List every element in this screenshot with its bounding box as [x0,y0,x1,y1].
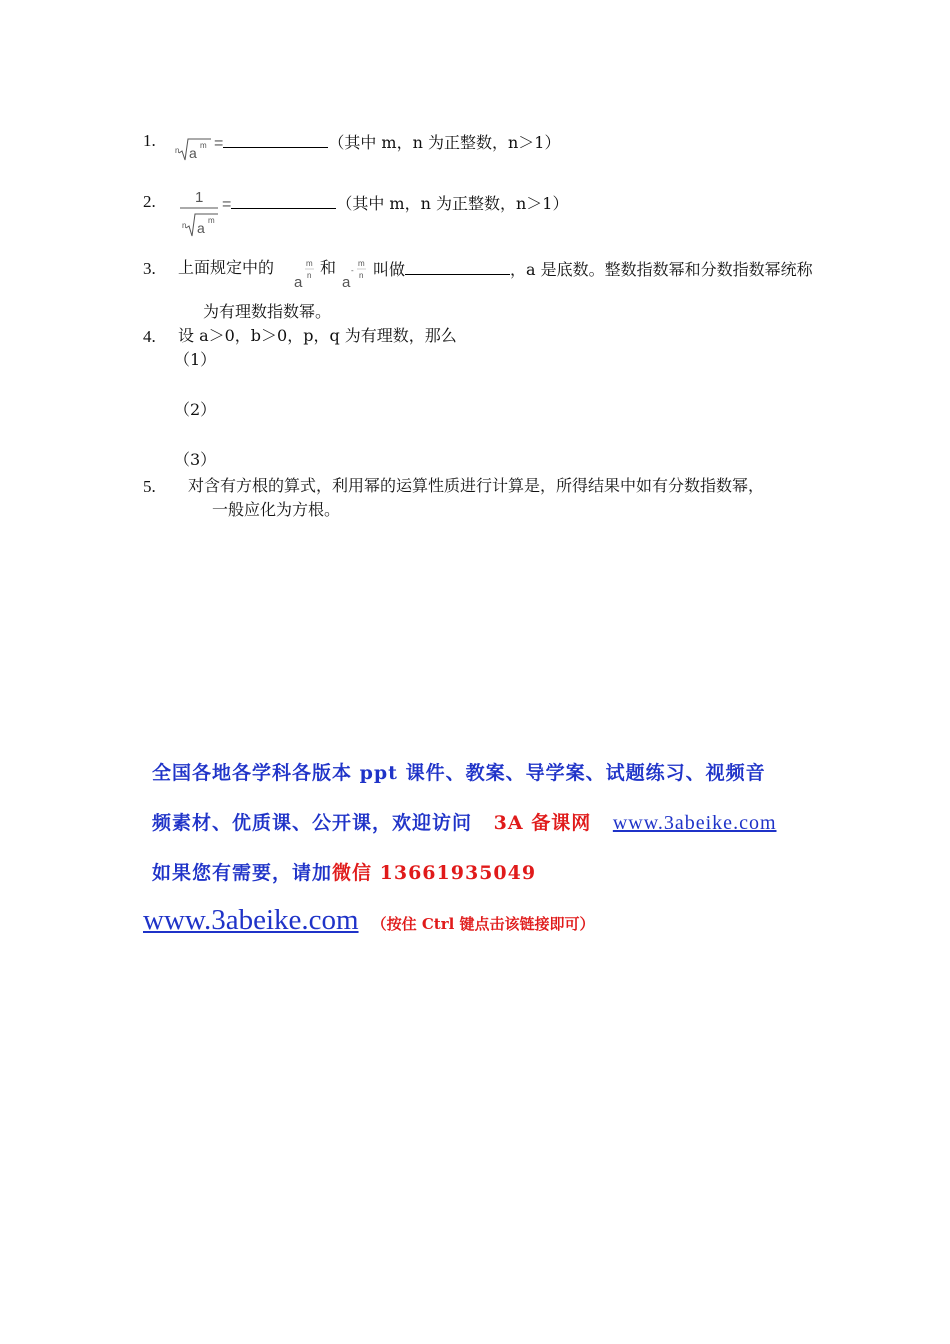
equals-sign: = [214,135,224,152]
svg-text:n: n [182,221,187,230]
svg-text:-: - [351,266,354,275]
item-3-number: 3. [143,259,156,278]
svg-text:m: m [208,216,215,225]
fractional-power-icon [290,256,318,290]
item-4-sub-2: （2） [174,400,217,419]
item-5-text-2: 一般应化为方根。 [212,500,341,519]
fraction-icon [178,186,222,238]
item-3-power-negative [340,256,372,290]
item-3-text-c [373,258,813,280]
ad-line-2-text: 频素材、优质课、公开课，欢迎访问 [152,812,473,834]
svg-text:n: n [359,271,364,280]
item-3-text-d: ，a 是底数。整数指数幂和分数指数幂统称 [510,260,813,279]
item-4-number: 4. [143,327,156,346]
item-4-sub-3: （3） [174,450,217,469]
ad-line-3-text: 如果您有需要，请加 [152,862,333,884]
svg-text:a: a [189,145,197,161]
ad-line-1: 全国各地各学科各版本 ppt 课件、教案、导学案、试题练习、视频音 [152,762,766,784]
svg-text:m: m [200,141,207,150]
item-5-text: 对含有方根的算式，利用幂的运算性质进行计算是，所得结果中如有分数指数幂， [188,476,765,495]
svg-text:a: a [342,274,351,290]
item-3-text-e: 为有理数指数幂。 [203,302,332,321]
svg-text:m: m [306,259,313,268]
item-4-sub-1: （1） [174,350,217,369]
item-2-number: 2. [143,192,156,211]
answer-blank[interactable] [223,131,328,148]
ad-line-3 [152,858,536,885]
ad-site-name: 3A 备课网 [493,812,592,834]
fractional-power-icon [340,256,372,290]
radical-icon [173,133,213,163]
item-4-text: 设 a＞0，b＞0，p，q 为有理数，那么 [178,326,457,345]
item-3-text-b: 和 [320,258,337,277]
ad-bottom-row [143,904,595,937]
item-1-line [214,131,560,154]
item-1-note: （其中 m，n 为正整数，n＞1） [328,133,561,152]
item-2-note: （其中 m，n 为正整数，n＞1） [336,194,569,213]
item-3-label: 叫做 [373,260,406,279]
svg-text:a: a [294,274,303,290]
item-1-number: 1. [143,131,156,150]
answer-blank[interactable] [231,192,336,209]
svg-text:1: 1 [195,189,204,206]
ad-wechat: 微信 13661935049 [332,862,537,884]
item-3-power-positive [290,256,318,290]
item-3-text-a: 上面规定中的 [178,258,275,277]
svg-text:n: n [307,271,312,280]
item-2-fraction [178,186,222,238]
equals-sign: = [222,196,232,213]
link-hint: （按住 Ctrl 键点击该链接即可） [371,915,595,933]
big-site-link[interactable]: www.3abeike.com [143,904,359,936]
ad-line-2 [152,808,777,835]
item-1-radical [173,133,213,163]
answer-blank[interactable] [405,258,510,275]
svg-text:m: m [358,259,365,268]
item-2-line [222,192,568,215]
svg-text:n: n [175,146,180,155]
ad-site-link[interactable]: www.3abeike.com [612,812,777,834]
item-5-number: 5. [143,477,156,496]
svg-text:a: a [197,220,205,236]
